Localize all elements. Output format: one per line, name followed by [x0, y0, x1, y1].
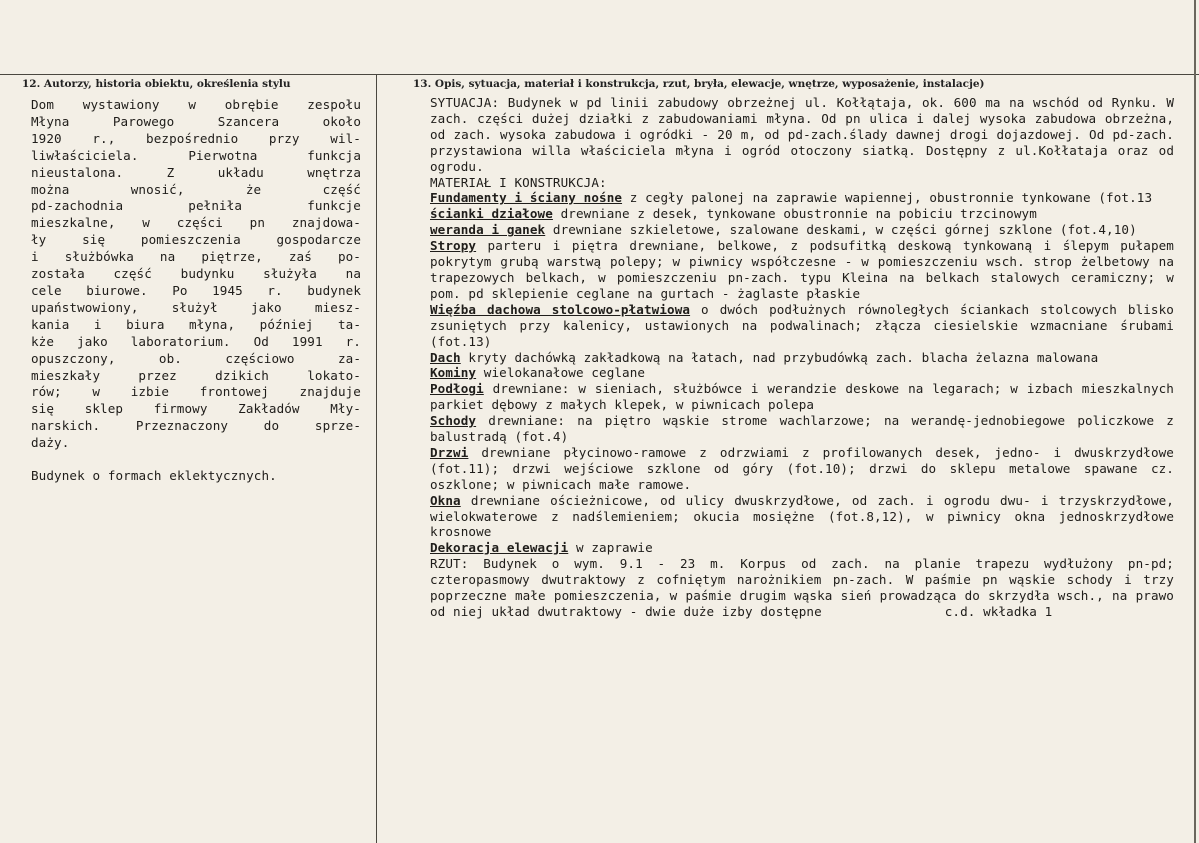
section-12-line: Młyna Parowego Szancera około	[31, 113, 361, 129]
material-entry-keyword: weranda i ganek	[430, 222, 546, 238]
section-12-line: mieszkalne, w części pn znajdowa-	[31, 215, 361, 231]
situation-paragraph	[430, 95, 1174, 175]
material-entry	[430, 302, 1174, 350]
section-12-heading: 12. Autorzy, historia obiektu, określenia stylu	[22, 78, 291, 90]
material-entry	[430, 445, 1174, 493]
material-entry-text: drewniane płycinowo-ramowe z odrzwiami z profilowanych desek, jedno- i dwuskrzydłowe (fot.11); drzwi wejściowe szklone od góry (fot.10); drzwi do sklepu metalowe spawane cz. oszklone; w piwnicach małe ramowe.	[430, 444, 1174, 492]
continuation-note: c.d. wkładka 1	[944, 604, 1053, 619]
section-12-line: została część budynku służyła na	[31, 266, 361, 282]
section-12-line: i służbówka na piętrze, zaś po-	[31, 249, 361, 265]
material-entry-text: drewniane ościeżnicowe, od ulicy dwuskrzydłowe, od zach. i ogrodu dwu- i trzyskrzydłowe, wielokwaterowe z nadślemieniem; okucia mosiężne (fot.8,12), w piwnicy okna jednoskrzydłowe krosnowe	[430, 492, 1174, 540]
material-entry-keyword: Schody	[430, 413, 477, 429]
section-12-line: kania i biura młyna, później ta-	[31, 316, 361, 332]
material-entry-text: w zaprawie	[568, 540, 653, 556]
material-entry	[430, 222, 1174, 238]
material-entry-keyword: Dekoracja elewacji	[430, 540, 569, 556]
section-12-line: liwłaściciela. Pierwotna funkcja	[31, 147, 361, 163]
plan-text: Budynek o wym. 9.1 - 23 m. Korpus od zach. na planie trapezu wydłużony pn-pd; czteropasmowy dwutraktowy z cofniętym narożnikiem pn-zach. W paśmie pn wąskie schody i trzy poprzeczne małe pomieszczenia, w paśmie drugim wąska sień prowadząca do skrzydła wsch., na prawo od niej układ dwutraktowy - dwie duże izby dostępne	[430, 556, 1174, 619]
material-entry-keyword: Fundamenty i ściany nośne	[430, 190, 623, 206]
material-entry-keyword: Więźba dachowa stolcowo-płatwiowa	[430, 301, 691, 317]
section-12-line: pd-zachodnia pełniła funkcje	[31, 198, 361, 214]
section-12-line: nieustalona. Z układu wnętrza	[31, 164, 361, 180]
material-entry-text: z cegły palonej na zaprawie wapiennej, obustronnie tynkowane (fot.13	[622, 190, 1153, 206]
plan-paragraph	[430, 556, 1174, 620]
material-heading: MATERIAŁ I KONSTRUKCJA:	[430, 174, 607, 190]
section-12-line: daży.	[31, 435, 70, 451]
section-12-line: się sklep firmowy Zakładów Mły-	[31, 401, 361, 417]
material-entry-text: parteru i piętra drewniane, belkowe, z podsufitką deskową tynkowaną i ślepym pułapem pokrytym grubą warstwą polepy; w piwnicy współczesne - w pomieszczeniu wsch. strop żelbetowy na trapezowych belkach, w pomieszczeniu pn-zach. typu Kleina na belkach stalowych ceramiczny; w pom. pd sklepienie ceglane na gurtach - żaglaste płaskie	[430, 238, 1174, 301]
material-entry-keyword: Stropy	[430, 238, 477, 254]
paragraph-gap	[31, 452, 361, 468]
material-entry	[430, 365, 1174, 381]
section-13-body	[430, 95, 1174, 620]
section-13-heading: 13. Opis, sytuacja, materiał i konstrukcja, rzut, bryła, elewacje, wnętrze, wyposażenie, instalacje)	[413, 78, 985, 90]
material-entry	[430, 350, 1174, 366]
material-entries	[430, 190, 1174, 556]
section-12-line: rów; w izbie frontowej znajduje	[31, 384, 361, 400]
style-summary: Budynek o formach eklektycznych.	[31, 468, 277, 484]
material-entry-text: kryty dachówką zakładkową na łatach, nad przybudówką zach. blacha żelazna malowana	[460, 349, 1099, 365]
section-12-line: upaństwowiony, służył jako miesz-	[31, 299, 361, 315]
section-12-line: ły się pomieszczenia gospodarcze	[31, 232, 361, 248]
right-edge-line	[1194, 0, 1196, 843]
material-entry-keyword: ścianki działowe	[430, 206, 553, 222]
material-entry-text: drewniane: na piętro wąskie strome wachlarzowe; na werandę-jednobiegowe policzkowe z balustradą (fot.4)	[430, 413, 1174, 445]
section-12-line: opuszczony, ob. częściowo za-	[31, 350, 361, 366]
material-entry-text: o dwóch podłużnych równoległych ściankach stolcowych blisko zsuniętych przy kalenicy, ustawionych na podwalinach; złącza ciesielskie wzmacniane śrubami (fot.13)	[430, 301, 1174, 349]
material-entry	[430, 413, 1174, 445]
material-entry-keyword: Kominy	[430, 365, 477, 381]
section-12-line: można wnosić, że część	[31, 181, 361, 197]
material-entry-text: drewniane szkieletowe, szalowane deskami, w części górnej szklone (fot.4,10)	[545, 222, 1137, 238]
section-12-body	[31, 97, 361, 485]
situation-label: SYTUACJA:	[430, 95, 500, 110]
material-entry-text: drewniane: w sieniach, służbówce i werandzie deskowe na legarach; w izbach mieszkalnych parkiet dębowy z małych klepek, w piwnicach polepa	[430, 381, 1174, 413]
material-entry	[430, 206, 1174, 222]
section-12-line: narskich. Przeznaczony do sprze-	[31, 418, 361, 434]
section-12-line: cele biurowe. Po 1945 r. budynek	[31, 282, 361, 298]
plan-label: RZUT:	[430, 556, 469, 572]
material-entry	[430, 238, 1174, 302]
material-entry-text: drewniane z desek, tynkowane obustronnie na pobiciu trzcinowym	[552, 206, 1037, 222]
column-divider	[376, 74, 377, 843]
material-entry	[430, 540, 1174, 556]
section-12-line: kże jako laboratorium. Od 1991 r.	[31, 333, 361, 349]
material-entry-keyword: Dach	[430, 349, 461, 365]
material-entry	[430, 190, 1174, 206]
material-entry-keyword: Podłogi	[430, 381, 484, 397]
section-12-line: 1920 r., bezpośrednio przy wil-	[31, 130, 361, 146]
material-entry	[430, 493, 1174, 541]
section-12-line: Dom wystawiony w obrębie zespołu	[31, 97, 361, 112]
material-entry	[430, 381, 1174, 413]
material-entry-keyword: Drzwi	[430, 444, 469, 460]
material-entry-keyword: Okna	[430, 492, 461, 508]
material-entry-text: wielokanałowe ceglane	[476, 365, 646, 381]
section-12-line: mieszkały przez dzikich lokato-	[31, 367, 361, 383]
situation-text: Budynek w pd linii zabudowy obrzeżnej ul. Kołłątaja, ok. 600 ma na wschód od Rynku. W zach. części dużej działki z zabudowaniami młyna. Od pn ulica i dalej wysoka zabudowa obrzeżna, od zach. wysoka zabudowa i ogródki - 20 m, od pd-zach.ślady dawnej drogi dojazdowej. Od pd-zach. przystawiona willa właściciela młyna i ogród otoczony siatką. Dostępny z ul.Kołłataja oraz od ogrodu.	[430, 95, 1174, 174]
top-divider	[0, 74, 1199, 75]
